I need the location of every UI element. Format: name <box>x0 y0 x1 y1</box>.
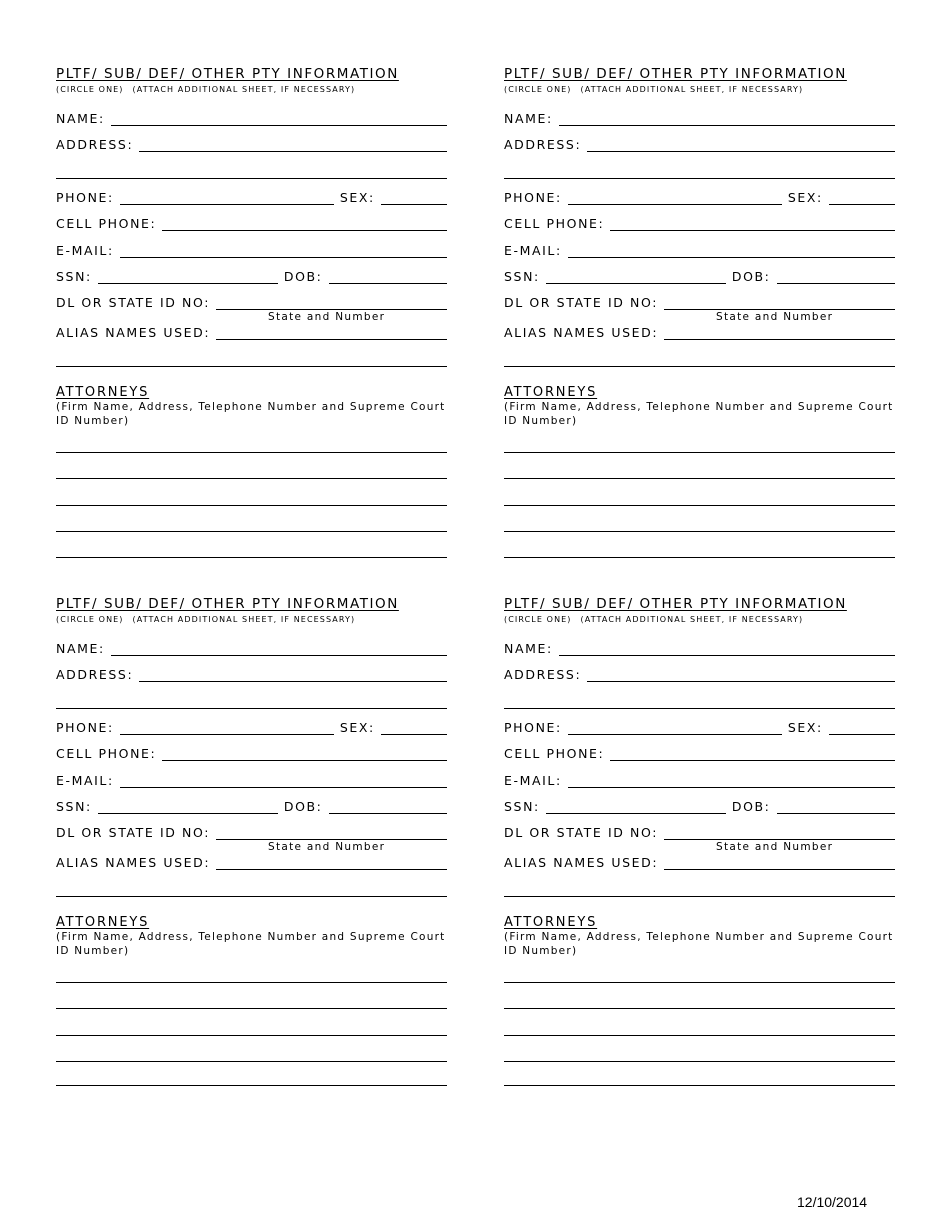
attorneys-subtitle: (Firm Name, Address, Telephone Number and Supreme Court ID Number) <box>56 401 446 427</box>
ssn-field[interactable] <box>546 283 726 284</box>
alias-row <box>56 324 447 340</box>
email-row <box>56 772 447 788</box>
cell-phone-field[interactable] <box>162 760 447 761</box>
attorneys-title: ATTORNEYS <box>56 385 150 400</box>
alias-label: ALIAS NAMES USED: <box>56 325 211 340</box>
alias-field[interactable] <box>664 339 895 340</box>
alias-field[interactable] <box>216 339 447 340</box>
ssn-label: SSN: <box>504 799 540 814</box>
circle-one-note: (CIRCLE ONE) <box>504 615 572 624</box>
dl-field[interactable] <box>664 309 895 310</box>
name-label: NAME: <box>56 641 105 656</box>
attorneys-subtitle: (Firm Name, Address, Telephone Number and Supreme Court ID Number) <box>56 931 446 957</box>
dl-label: DL OR STATE ID NO: <box>504 295 659 310</box>
alias-field[interactable] <box>216 869 447 870</box>
ssn-field[interactable] <box>546 813 726 814</box>
alias-row <box>56 854 447 870</box>
email-field[interactable] <box>120 257 447 258</box>
name-row <box>56 110 447 126</box>
cell-phone-row <box>56 745 447 761</box>
sex-field[interactable] <box>829 734 895 735</box>
alias-line-2[interactable] <box>56 366 447 367</box>
attorney-line[interactable] <box>56 1035 447 1036</box>
name-row <box>504 110 895 126</box>
dob-field[interactable] <box>777 813 896 814</box>
alias-field[interactable] <box>664 869 895 870</box>
attorney-line[interactable] <box>504 1061 895 1062</box>
block-subtitle <box>56 85 355 94</box>
attorney-line[interactable] <box>504 557 895 558</box>
name-row <box>504 640 895 656</box>
attorney-line[interactable] <box>504 478 895 479</box>
email-label: E-MAIL: <box>56 243 114 258</box>
attach-sheet-note: (ATTACH ADDITIONAL SHEET, IF NECESSARY) <box>580 85 804 94</box>
dl-row <box>56 824 447 840</box>
block-title: PLTF/ SUB/ DEF/ OTHER PTY INFORMATION <box>56 66 399 82</box>
address-field[interactable] <box>139 151 447 152</box>
attorneys-title: ATTORNEYS <box>504 915 598 930</box>
alias-line-2[interactable] <box>504 366 895 367</box>
cell-phone-field[interactable] <box>610 760 895 761</box>
cell-phone-field[interactable] <box>610 230 895 231</box>
phone-label: PHONE: <box>504 190 562 205</box>
attorney-line[interactable] <box>56 478 447 479</box>
sex-field[interactable] <box>381 734 447 735</box>
name-field[interactable] <box>111 655 447 656</box>
address-label: ADDRESS: <box>504 137 582 152</box>
name-field[interactable] <box>559 655 895 656</box>
attorney-line[interactable] <box>504 1008 895 1009</box>
dl-row <box>56 294 447 310</box>
phone-field[interactable] <box>120 204 334 205</box>
alias-row <box>504 854 895 870</box>
dl-label: DL OR STATE ID NO: <box>504 825 659 840</box>
revision-date: 12/10/2014 <box>797 1194 868 1210</box>
state-number-caption: State and Number <box>716 841 834 853</box>
ssn-label: SSN: <box>56 269 92 284</box>
circle-one-note: (CIRCLE ONE) <box>56 85 124 94</box>
cell-phone-row <box>504 745 895 761</box>
address-line-2[interactable] <box>56 708 447 709</box>
attorney-line[interactable] <box>504 505 895 506</box>
ssn-dob-row <box>56 798 447 814</box>
attorney-line[interactable] <box>56 452 447 453</box>
dl-label: DL OR STATE ID NO: <box>56 825 211 840</box>
sex-label: SEX: <box>339 720 375 735</box>
address-field[interactable] <box>139 681 447 682</box>
address-label: ADDRESS: <box>56 667 134 682</box>
name-label: NAME: <box>504 641 553 656</box>
email-row <box>504 772 895 788</box>
phone-row <box>504 719 895 735</box>
dob-field[interactable] <box>777 283 896 284</box>
address-row <box>56 666 447 682</box>
block-subtitle <box>56 615 355 624</box>
circle-one-note: (CIRCLE ONE) <box>56 615 124 624</box>
attorney-line[interactable] <box>56 557 447 558</box>
circle-one-note: (CIRCLE ONE) <box>504 85 572 94</box>
attorney-line[interactable] <box>504 982 895 983</box>
phone-label: PHONE: <box>56 190 114 205</box>
block-subtitle <box>504 615 803 624</box>
dl-row <box>504 294 895 310</box>
address-row <box>56 136 447 152</box>
dob-label: DOB: <box>731 269 771 284</box>
attorney-line[interactable] <box>56 1061 447 1062</box>
attorney-line[interactable] <box>56 505 447 506</box>
address-row <box>504 136 895 152</box>
phone-row <box>56 719 447 735</box>
email-label: E-MAIL: <box>56 773 114 788</box>
attorneys-title: ATTORNEYS <box>56 915 150 930</box>
name-field[interactable] <box>559 125 895 126</box>
sex-label: SEX: <box>787 190 823 205</box>
alias-line-2[interactable] <box>56 896 447 897</box>
sex-label: SEX: <box>787 720 823 735</box>
address-line-2[interactable] <box>56 178 447 179</box>
ssn-field[interactable] <box>98 813 278 814</box>
phone-field[interactable] <box>568 734 782 735</box>
name-row <box>56 640 447 656</box>
email-field[interactable] <box>568 257 895 258</box>
state-number-caption: State and Number <box>716 311 834 323</box>
attorney-line[interactable] <box>56 531 447 532</box>
phone-field[interactable] <box>120 734 334 735</box>
alias-label: ALIAS NAMES USED: <box>504 855 659 870</box>
email-label: E-MAIL: <box>504 773 562 788</box>
email-field[interactable] <box>568 787 895 788</box>
attorney-line[interactable] <box>504 452 895 453</box>
cell-phone-row <box>56 215 447 231</box>
ssn-dob-row <box>504 268 895 284</box>
attorney-line[interactable] <box>504 531 895 532</box>
sex-field[interactable] <box>381 204 447 205</box>
cell-phone-row <box>504 215 895 231</box>
phone-field[interactable] <box>568 204 782 205</box>
sex-label: SEX: <box>339 190 375 205</box>
dl-label: DL OR STATE ID NO: <box>56 295 211 310</box>
sex-field[interactable] <box>829 204 895 205</box>
attach-sheet-note: (ATTACH ADDITIONAL SHEET, IF NECESSARY) <box>580 615 804 624</box>
dl-field[interactable] <box>216 839 447 840</box>
cell-phone-label: CELL PHONE: <box>504 746 605 761</box>
dl-field[interactable] <box>216 309 447 310</box>
address-field[interactable] <box>587 151 895 152</box>
attorney-line[interactable] <box>56 982 447 983</box>
phone-label: PHONE: <box>56 720 114 735</box>
address-line-2[interactable] <box>504 708 895 709</box>
ssn-dob-row <box>56 268 447 284</box>
attorney-line[interactable] <box>504 1085 895 1086</box>
name-label: NAME: <box>56 111 105 126</box>
dob-label: DOB: <box>731 799 771 814</box>
attach-sheet-note: (ATTACH ADDITIONAL SHEET, IF NECESSARY) <box>132 615 356 624</box>
phone-row <box>504 189 895 205</box>
party-info-block-1 <box>56 66 447 566</box>
email-row <box>56 242 447 258</box>
party-info-block-4 <box>504 596 895 1096</box>
dob-field[interactable] <box>329 813 448 814</box>
phone-label: PHONE: <box>504 720 562 735</box>
ssn-dob-row <box>504 798 895 814</box>
state-number-caption: State and Number <box>268 311 386 323</box>
email-label: E-MAIL: <box>504 243 562 258</box>
block-title: PLTF/ SUB/ DEF/ OTHER PTY INFORMATION <box>504 66 847 82</box>
dob-label: DOB: <box>283 799 323 814</box>
cell-phone-label: CELL PHONE: <box>504 216 605 231</box>
name-field[interactable] <box>111 125 447 126</box>
dob-field[interactable] <box>329 283 448 284</box>
dl-row <box>504 824 895 840</box>
address-label: ADDRESS: <box>504 667 582 682</box>
block-subtitle <box>504 85 803 94</box>
alias-label: ALIAS NAMES USED: <box>504 325 659 340</box>
address-label: ADDRESS: <box>56 137 134 152</box>
phone-row <box>56 189 447 205</box>
attorneys-subtitle: (Firm Name, Address, Telephone Number and Supreme Court ID Number) <box>504 401 894 427</box>
alias-row <box>504 324 895 340</box>
attorney-line[interactable] <box>504 1035 895 1036</box>
state-number-caption: State and Number <box>268 841 386 853</box>
party-info-block-3 <box>56 596 447 1096</box>
party-info-block-2 <box>504 66 895 566</box>
alias-line-2[interactable] <box>504 896 895 897</box>
address-field[interactable] <box>587 681 895 682</box>
dl-field[interactable] <box>664 839 895 840</box>
attach-sheet-note: (ATTACH ADDITIONAL SHEET, IF NECESSARY) <box>132 85 356 94</box>
attorneys-subtitle: (Firm Name, Address, Telephone Number and Supreme Court ID Number) <box>504 931 894 957</box>
email-field[interactable] <box>120 787 447 788</box>
cell-phone-field[interactable] <box>162 230 447 231</box>
attorney-line[interactable] <box>56 1008 447 1009</box>
address-line-2[interactable] <box>504 178 895 179</box>
ssn-label: SSN: <box>56 799 92 814</box>
attorney-line[interactable] <box>56 1085 447 1086</box>
alias-label: ALIAS NAMES USED: <box>56 855 211 870</box>
attorneys-title: ATTORNEYS <box>504 385 598 400</box>
email-row <box>504 242 895 258</box>
dob-label: DOB: <box>283 269 323 284</box>
ssn-field[interactable] <box>98 283 278 284</box>
cell-phone-label: CELL PHONE: <box>56 746 157 761</box>
block-title: PLTF/ SUB/ DEF/ OTHER PTY INFORMATION <box>504 596 847 612</box>
block-title: PLTF/ SUB/ DEF/ OTHER PTY INFORMATION <box>56 596 399 612</box>
name-label: NAME: <box>504 111 553 126</box>
cell-phone-label: CELL PHONE: <box>56 216 157 231</box>
ssn-label: SSN: <box>504 269 540 284</box>
address-row <box>504 666 895 682</box>
